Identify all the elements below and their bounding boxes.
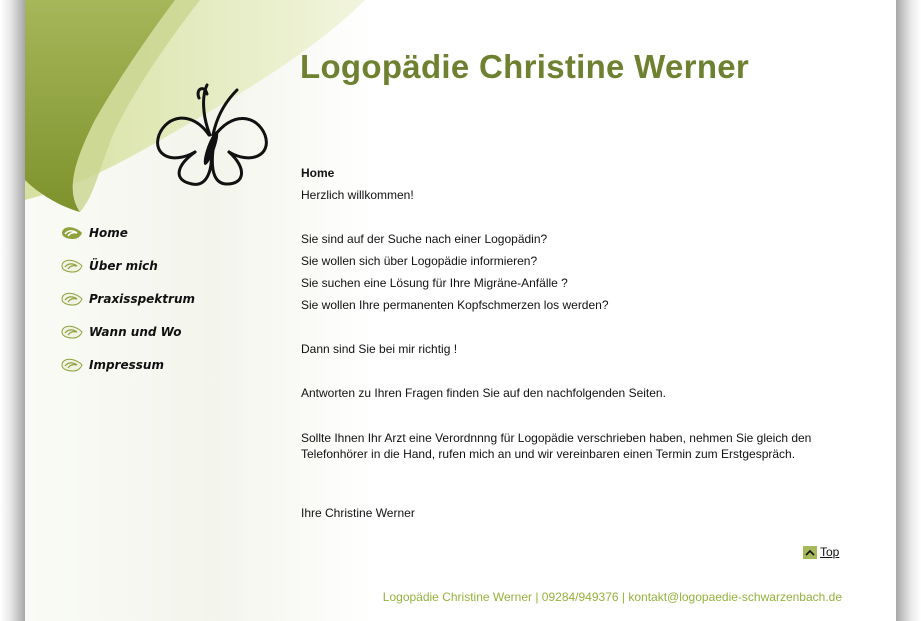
nav-label-wann-und-wo: Wann und Wo	[89, 325, 182, 339]
question-logopaedin: Sie sind auf der Suche nach einer Logopädin?	[301, 232, 548, 246]
nav-item-ueber-mich[interactable]	[60, 255, 260, 277]
main-navigation	[60, 222, 260, 387]
site-title: Logopädie Christine Werner	[300, 48, 750, 85]
top-link-label: Top	[820, 545, 840, 559]
nav-label-ueber-mich: Über mich	[89, 259, 158, 273]
page-container	[25, 0, 896, 621]
nav-label-praxisspektrum: Praxisspektrum	[89, 292, 195, 306]
nav-label-home: Home	[89, 226, 128, 240]
footer-phone: 09284/949376	[541, 590, 619, 604]
leaf-swirl-outline-icon	[60, 291, 84, 307]
leaf-swirl-outline-icon	[60, 324, 84, 340]
page-shadow-left	[0, 0, 25, 621]
footer-separator: |	[532, 590, 542, 604]
question-migraene: Sie suchen eine Lösung für Ihre Migräne-Anfälle ?	[301, 276, 568, 290]
leaf-swirl-outline-icon	[60, 258, 84, 274]
nav-item-praxisspektrum[interactable]	[60, 288, 260, 310]
answers-text: Antworten zu Ihren Fragen finden Sie auf den nachfolgenden Seiten.	[301, 386, 666, 400]
leaf-swirl-filled-icon	[60, 225, 84, 241]
leaf-swirl-outline-icon	[60, 357, 84, 373]
welcome-text: Herzlich willkommen!	[301, 188, 414, 202]
footer	[25, 590, 842, 604]
nav-item-impressum[interactable]	[60, 354, 260, 376]
nav-item-home[interactable]	[60, 222, 260, 244]
arrow-up-icon	[803, 546, 817, 559]
signature-text: Ihre Christine Werner	[301, 506, 415, 520]
page-shadow-right	[896, 0, 921, 621]
nav-item-wann-und-wo[interactable]	[60, 321, 260, 343]
prescription-text: Sollte Ihnen Ihr Arzt eine Verordnnng für Logopädie verschrieben haben, nehmen Sie gleich den Telefonhörer in die Hand, rufen mich an und wir vereinbaren einen Termin zum Erstgespräch.	[301, 431, 812, 461]
nav-label-impressum: Impressum	[89, 358, 164, 372]
main-content	[301, 162, 841, 524]
right-place-text: Dann sind Sie bei mir richtig !	[301, 342, 458, 356]
footer-separator: |	[618, 590, 629, 604]
top-link[interactable]	[803, 545, 839, 559]
butterfly-icon	[147, 80, 272, 190]
footer-email-link[interactable]: kontakt@logopaedie-schwarzenbach.de	[628, 590, 842, 604]
footer-name: Logopädie Christine Werner	[382, 590, 532, 604]
content-heading: Home	[301, 166, 335, 180]
question-kopfschmerzen: Sie wollen Ihre permanenten Kopfschmerzen los werden?	[301, 298, 609, 312]
question-informieren: Sie wollen sich über Logopädie informieren?	[301, 254, 538, 268]
